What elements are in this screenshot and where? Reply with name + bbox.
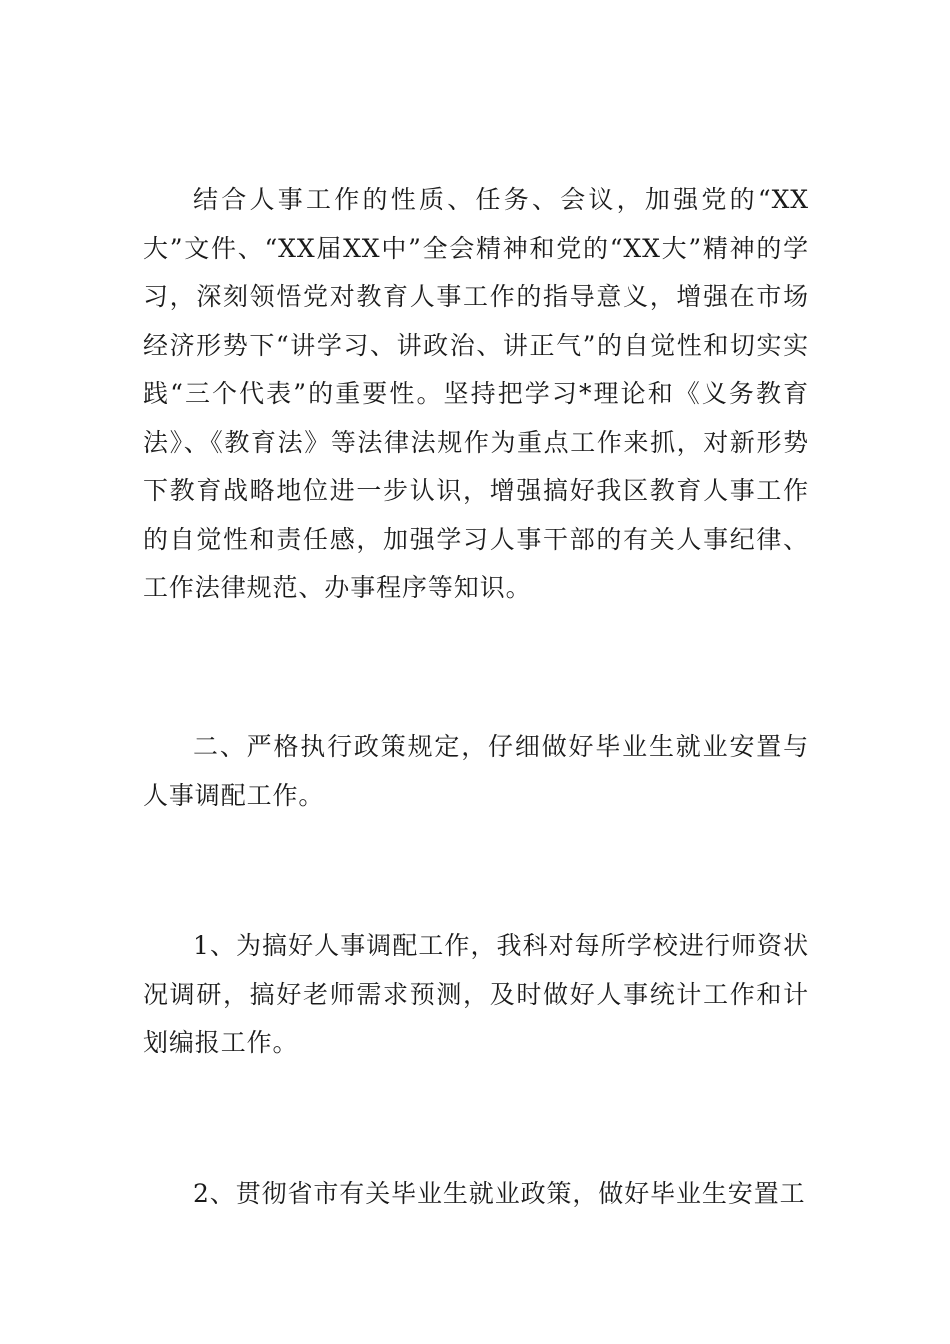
section-heading-two: 二、严格执行政策规定，仔细做好毕业生就业安置与人事调配工作。	[143, 732, 809, 810]
paragraph-item-two: 2、贯彻省市有关毕业生就业政策，做好毕业生安置工	[193, 1179, 806, 1208]
paragraph-item-one: 1、为搞好人事调配工作，我科对每所学校进行师资状况调研，搞好老师需求预测，及时做好人事统计工作和计划编报工作。	[143, 931, 809, 1057]
paragraph-study-requirements: 结合人事工作的性质、任务、会议，加强党的“XX大”文件、“XX届XX中”全会精神和党的“XX大”精神的学习，深刻领悟党对教育人事工作的指导意义，增强在市场经济形势下“讲学习、讲政治、讲正气”的自觉性和切实实践“三个代表”的重要性。坚持把学习*理论和《义务教育法》、《教育法》等法律法规作为重点工作来抓，对新形势下教育战略地位进一步认识，增强搞好我区教育人事工作的自觉性和责任感，加强学习人事干部的有关人事纪律、工作法律规范、办事程序等知识。	[143, 185, 809, 602]
